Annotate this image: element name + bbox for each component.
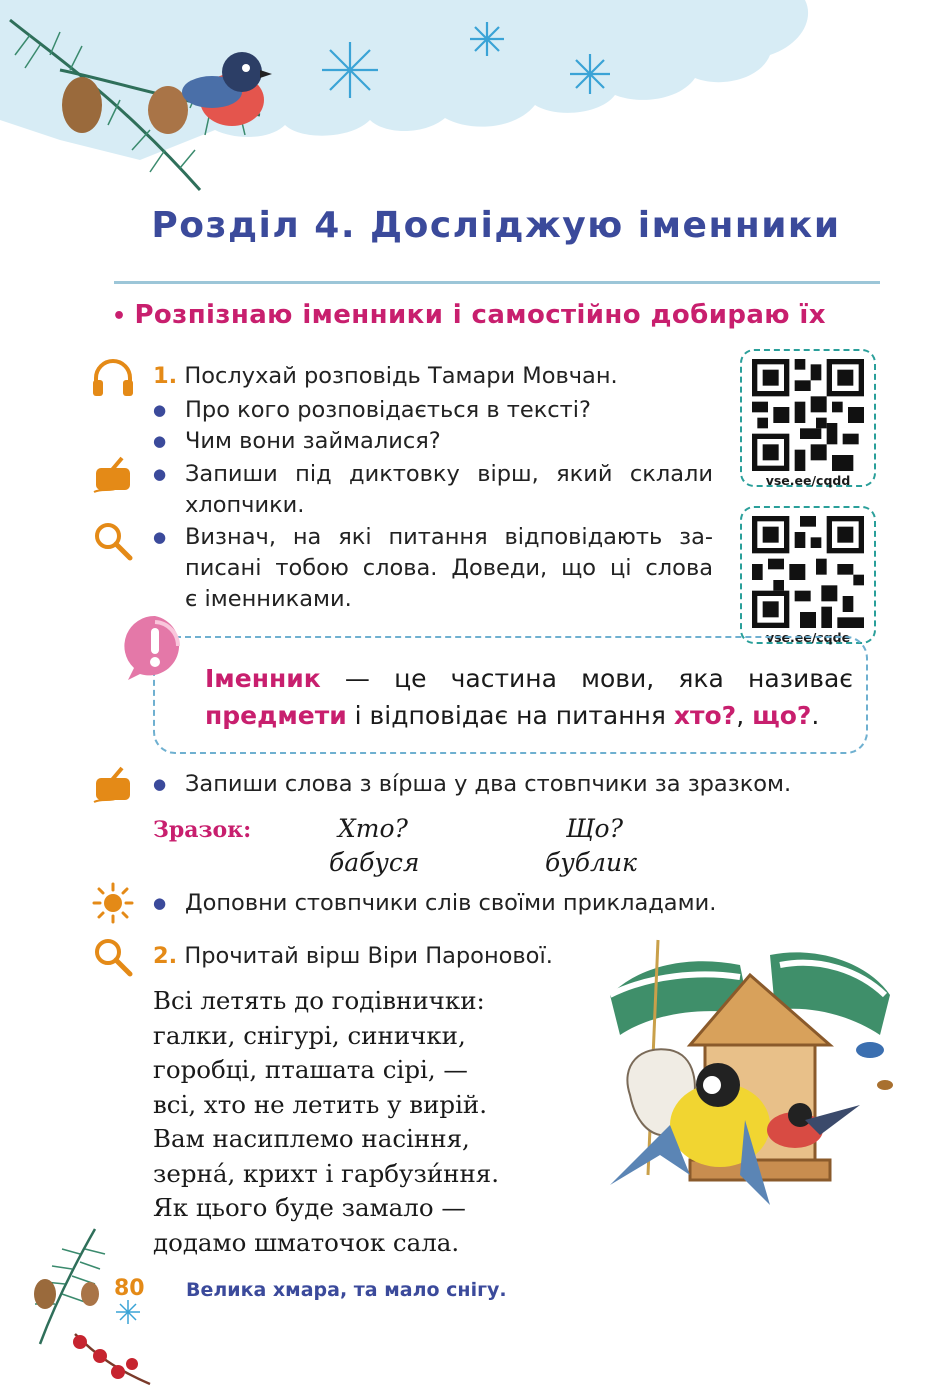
column-header-what: Що?	[566, 814, 623, 843]
bullet-icon: ●	[153, 528, 167, 546]
poem	[153, 984, 499, 1260]
bullet-icon: ●	[153, 432, 167, 450]
qr-link[interactable]: vse.ee/cqdd	[765, 473, 851, 488]
section-subtitle	[112, 300, 882, 330]
magnifier-icon	[92, 936, 134, 978]
list-item: ● Чим вони займалися?	[153, 426, 441, 457]
sample-word-what: бублик	[545, 848, 637, 877]
task-1-heading	[153, 361, 618, 392]
list-item: ● Доповни стовпчики слів своїми прикладами.	[153, 888, 716, 919]
poem-line: горобці, пташата сірі, —	[153, 1055, 468, 1084]
task-number: 1.	[153, 363, 178, 389]
rule-line-2: предмети і відповідає на питання хто?, що?.	[205, 701, 820, 730]
list-item: ● Запиши слова з вíрша у два стовпчики за зразком.	[153, 769, 791, 800]
magnifier-icon	[92, 520, 134, 562]
task-number: 2.	[153, 943, 178, 969]
sparkle-star-icon	[92, 882, 134, 924]
qr-link[interactable]: vse.ee/cqde	[765, 630, 851, 645]
poem-line: додамо шматочок сала.	[153, 1227, 460, 1257]
list-item: ● Запиши під диктовку вірш, який склали	[153, 459, 713, 490]
poem-line: зерна́, крихт і гарбузи́ння.	[153, 1158, 500, 1188]
task-text: Прочитай вірш Віри Паронової.	[184, 943, 553, 969]
list-item-continuation: є іменниками.	[185, 586, 352, 612]
list-item: ● Визнач, на які питання відповідають за-	[153, 522, 713, 553]
qr-code-image	[752, 516, 864, 628]
bullet-icon: ●	[153, 775, 167, 793]
qr-code-card[interactable]	[740, 506, 876, 644]
sample-word-who: бабуся	[329, 848, 420, 877]
page-number: 80	[114, 1276, 145, 1301]
winter-header-illustration	[0, 0, 952, 210]
writing-hand-icon	[92, 454, 136, 494]
qr-code-image	[752, 359, 864, 471]
list-item-continuation: писані тобою слова. Доведи, що ці слова	[185, 555, 713, 581]
bullet-icon: ●	[153, 465, 167, 483]
writing-hand-icon	[92, 764, 136, 804]
bullet-icon: ●	[153, 894, 167, 912]
list-item-continuation: хлопчики.	[185, 492, 305, 518]
list-item: ● Про кого розповідається в тексті?	[153, 395, 591, 426]
title-divider	[114, 281, 880, 284]
poem-line: галки, снігурі, синички,	[153, 1020, 466, 1050]
bullet-dot: •	[112, 304, 127, 329]
qr-code-card[interactable]	[740, 349, 876, 487]
fir-branch-berries-illustration	[0, 1224, 160, 1394]
bird-feeder-illustration	[600, 935, 900, 1235]
subtitle-text: Розпізнаю іменники і самостійно добираю їх	[134, 300, 826, 330]
footer-proverb: Велика хмара, та мало снігу.	[186, 1279, 507, 1301]
bullet-icon: ●	[153, 401, 167, 419]
task-2-heading	[153, 941, 553, 972]
poem-line: всі, хто не летить у вирій.	[153, 1089, 488, 1119]
poem-line: Вам насиплемо насіння,	[153, 1124, 470, 1153]
poem-line: Всі летять до годівнички:	[153, 986, 485, 1015]
task-text: Послухай розповідь Тамари Мовчан.	[184, 363, 618, 389]
chapter-title: Розділ 4. Досліджую іменники	[151, 205, 841, 246]
headphones-icon	[90, 356, 136, 398]
exclamation-bubble-icon	[120, 612, 190, 684]
rule-term: Іменник	[205, 664, 321, 693]
column-header-who: Хто?	[338, 814, 408, 843]
poem-line: Як цього буде замало —	[153, 1193, 466, 1222]
rule-definition	[205, 660, 853, 734]
sample-label: Зразок:	[153, 817, 252, 843]
rule-line-1: Іменник — це частина мови, яка називає	[205, 664, 853, 693]
